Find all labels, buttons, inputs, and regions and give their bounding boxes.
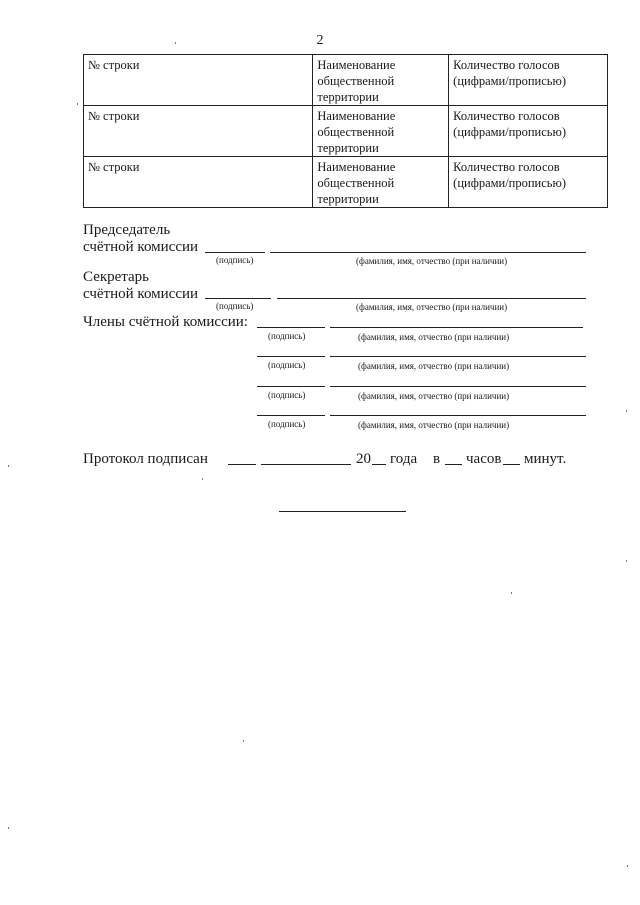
chairman-fio-line[interactable]	[270, 252, 586, 253]
hours-blank[interactable]	[445, 464, 462, 465]
territory-name-cell: Наименование общественной территории	[313, 157, 449, 208]
year-word: года	[390, 451, 418, 467]
fio-hint: (фамилия, имя, отчество (при наличии)	[358, 391, 510, 401]
member-fio-line[interactable]	[330, 356, 586, 357]
scan-speck	[202, 478, 203, 480]
page-number: 2	[316, 33, 324, 48]
minutes-word: минут.	[524, 451, 567, 467]
table-row	[84, 106, 608, 157]
scan-speck	[8, 465, 9, 467]
secretary-signature-line[interactable]	[205, 298, 271, 299]
table-row	[84, 157, 608, 208]
fio-hint: (фамилия, имя, отчество (при наличии)	[356, 302, 508, 312]
year-blank[interactable]	[372, 464, 386, 465]
scan-speck	[511, 592, 512, 594]
member-signature-line[interactable]	[257, 356, 325, 357]
year-prefix: 20	[356, 451, 371, 467]
day-blank[interactable]	[228, 464, 256, 465]
fio-hint: (фамилия, имя, отчество (при наличии)	[356, 256, 508, 266]
table-row	[84, 55, 608, 106]
member-signature-line[interactable]	[257, 386, 325, 387]
vote-count-cell: Количество голосов (цифрами/прописью)	[449, 55, 608, 106]
fio-hint: (фамилия, имя, отчество (при наличии)	[358, 332, 510, 342]
scan-speck	[626, 410, 627, 412]
month-blank[interactable]	[261, 464, 351, 465]
fio-hint: (фамилия, имя, отчество (при наличии)	[358, 420, 510, 430]
scan-speck	[627, 865, 628, 867]
scan-speck	[243, 740, 244, 742]
signature-hint: (подпись)	[268, 360, 306, 370]
member-fio-line[interactable]	[330, 327, 583, 328]
vote-count-table	[83, 54, 608, 208]
signature-hint: (подпись)	[268, 419, 306, 429]
member-signature-line[interactable]	[257, 415, 325, 416]
scan-speck	[8, 827, 9, 829]
at-word: в	[433, 451, 441, 467]
fio-hint: (фамилия, имя, отчество (при наличии)	[358, 361, 510, 371]
protocol-signed-label: Протокол подписан	[83, 451, 208, 467]
members-title: Члены счётной комиссии:	[83, 314, 248, 330]
scan-speck	[626, 560, 627, 562]
territory-name-cell: Наименование общественной территории	[313, 55, 449, 106]
secretary-fio-line[interactable]	[277, 298, 586, 299]
closing-divider	[279, 511, 406, 512]
signature-hint: (подпись)	[216, 255, 254, 265]
member-fio-line[interactable]	[330, 386, 586, 387]
chairman-commission-label: счётной комиссии	[83, 239, 199, 255]
secretary-title: Секретарь	[83, 269, 150, 285]
signature-hint: (подпись)	[216, 301, 254, 311]
row-number-cell: № строки	[84, 106, 313, 157]
chairman-signature-line[interactable]	[205, 252, 265, 253]
vote-count-cell: Количество голосов (цифрами/прописью)	[449, 106, 608, 157]
secretary-commission-label: счётной комиссии	[83, 286, 199, 302]
row-number-cell: № строки	[84, 157, 313, 208]
scan-speck	[77, 103, 78, 105]
hours-word: часов	[466, 451, 502, 467]
minutes-blank[interactable]	[503, 464, 520, 465]
territory-name-cell: Наименование общественной территории	[313, 106, 449, 157]
row-number-cell: № строки	[84, 55, 313, 106]
signature-hint: (подпись)	[268, 390, 306, 400]
chairman-title: Председатель	[83, 222, 171, 238]
vote-count-cell: Количество голосов (цифрами/прописью)	[449, 157, 608, 208]
signature-hint: (подпись)	[268, 331, 306, 341]
member-signature-line[interactable]	[257, 327, 325, 328]
member-fio-line[interactable]	[330, 415, 586, 416]
scan-speck	[175, 42, 176, 44]
